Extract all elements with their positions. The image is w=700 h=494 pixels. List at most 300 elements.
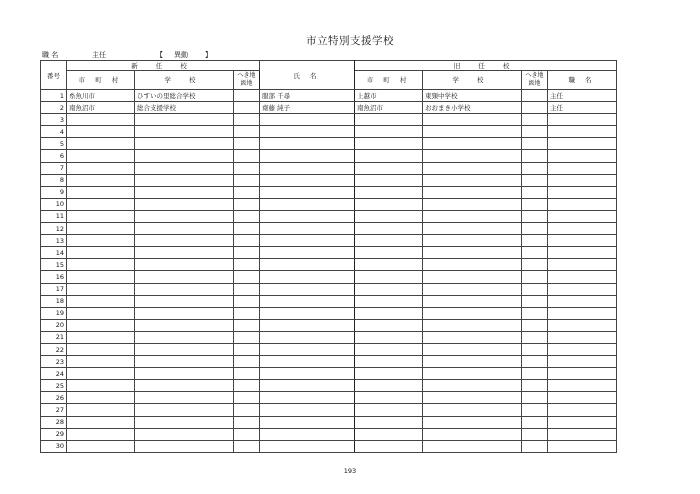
new-city-cell <box>67 186 135 198</box>
new-remote-cell <box>234 343 260 355</box>
old-city-cell <box>355 307 423 319</box>
old-school-cell <box>423 416 522 428</box>
new-city-cell: 糸魚川市 <box>67 90 135 102</box>
name-cell <box>260 138 355 150</box>
new-city-cell <box>67 404 135 416</box>
table-row <box>41 319 617 331</box>
name-cell <box>260 428 355 440</box>
new-remote-cell <box>234 174 260 186</box>
table-row <box>41 416 617 428</box>
row-number: 26 <box>41 392 67 404</box>
new-remote-cell <box>234 102 260 114</box>
old-remote-cell <box>522 198 548 210</box>
new-city-cell <box>67 271 135 283</box>
old-city-cell <box>355 319 423 331</box>
row-number: 4 <box>41 126 67 138</box>
header-old-position: 職 名 <box>548 71 617 90</box>
old-remote-cell <box>522 138 548 150</box>
old-position-cell <box>548 392 617 404</box>
old-remote-cell <box>522 247 548 259</box>
name-cell <box>260 404 355 416</box>
old-city-cell <box>355 186 423 198</box>
row-number: 21 <box>41 331 67 343</box>
new-school-cell <box>135 223 234 235</box>
old-school-cell <box>423 138 522 150</box>
new-city-cell <box>67 162 135 174</box>
new-school-cell <box>135 428 234 440</box>
new-school-cell <box>135 162 234 174</box>
new-school-cell <box>135 319 234 331</box>
old-remote-cell <box>522 283 548 295</box>
new-remote-cell <box>234 186 260 198</box>
old-school-cell <box>423 368 522 380</box>
new-remote-cell <box>234 307 260 319</box>
table-row <box>41 259 617 271</box>
old-school-cell <box>423 356 522 368</box>
old-position-cell <box>548 331 617 343</box>
old-remote-cell <box>522 271 548 283</box>
name-cell <box>260 114 355 126</box>
table-row <box>41 307 617 319</box>
table-row <box>41 210 617 222</box>
name-cell <box>260 198 355 210</box>
old-position-cell <box>548 138 617 150</box>
new-remote-cell <box>234 283 260 295</box>
old-school-cell <box>423 259 522 271</box>
new-remote-cell <box>234 428 260 440</box>
new-school-cell <box>135 235 234 247</box>
new-remote-cell <box>234 380 260 392</box>
page-number: 193 <box>343 467 357 475</box>
old-position-cell <box>548 162 617 174</box>
header-new-city: 市 町 村 <box>67 71 135 90</box>
old-position-cell <box>548 307 617 319</box>
new-city-cell <box>67 210 135 222</box>
old-school-cell <box>423 247 522 259</box>
header-old-remote-grade: へき地級地 <box>522 71 548 90</box>
new-school-cell <box>135 247 234 259</box>
old-position-cell <box>548 150 617 162</box>
new-city-cell <box>67 380 135 392</box>
old-position-cell <box>548 283 617 295</box>
new-school-cell <box>135 380 234 392</box>
new-city-cell <box>67 331 135 343</box>
old-remote-cell <box>522 162 548 174</box>
old-position-cell <box>548 198 617 210</box>
transfer-type: 異動 <box>174 51 188 59</box>
old-position-cell <box>548 114 617 126</box>
new-remote-cell <box>234 138 260 150</box>
row-number: 13 <box>41 235 67 247</box>
new-remote-cell <box>234 223 260 235</box>
new-school-cell <box>135 416 234 428</box>
old-city-cell <box>355 368 423 380</box>
old-remote-cell <box>522 343 548 355</box>
old-city-cell <box>355 174 423 186</box>
old-city-cell <box>355 343 423 355</box>
table-row <box>41 114 617 126</box>
header-name: 氏 名 <box>260 61 355 90</box>
name-cell <box>260 380 355 392</box>
new-school-cell <box>135 114 234 126</box>
header-new-remote-grade: へき地級地 <box>234 71 260 90</box>
new-city-cell <box>67 198 135 210</box>
old-city-cell <box>355 416 423 428</box>
old-school-cell <box>423 186 522 198</box>
old-city-cell <box>355 440 423 452</box>
old-position-cell <box>548 416 617 428</box>
old-remote-cell <box>522 174 548 186</box>
old-position-cell <box>548 247 617 259</box>
old-remote-cell <box>522 102 548 114</box>
old-school-cell <box>423 295 522 307</box>
new-city-cell <box>67 259 135 271</box>
old-position-cell: 主任 <box>548 102 617 114</box>
table-row <box>41 198 617 210</box>
old-remote-cell <box>522 380 548 392</box>
name-cell <box>260 392 355 404</box>
old-remote-cell <box>522 368 548 380</box>
old-school-cell <box>423 331 522 343</box>
new-school-cell: 総合支援学校 <box>135 102 234 114</box>
row-number: 28 <box>41 416 67 428</box>
row-number: 19 <box>41 307 67 319</box>
name-cell <box>260 343 355 355</box>
old-city-cell <box>355 295 423 307</box>
new-remote-cell <box>234 295 260 307</box>
old-remote-cell <box>522 126 548 138</box>
document-title: 市立特別支援学校 <box>306 35 394 47</box>
table-row <box>41 343 617 355</box>
name-cell <box>260 356 355 368</box>
new-school-cell <box>135 283 234 295</box>
old-remote-cell <box>522 114 548 126</box>
new-remote-cell <box>234 126 260 138</box>
old-remote-cell <box>522 259 548 271</box>
new-school-cell <box>135 343 234 355</box>
old-school-cell <box>423 150 522 162</box>
personnel-table <box>40 60 617 453</box>
old-remote-cell <box>522 404 548 416</box>
old-school-cell <box>423 198 522 210</box>
old-remote-cell <box>522 319 548 331</box>
new-remote-cell <box>234 319 260 331</box>
new-remote-cell <box>234 162 260 174</box>
new-school-cell <box>135 210 234 222</box>
old-school-cell <box>423 343 522 355</box>
table-row <box>41 162 617 174</box>
old-city-cell <box>355 392 423 404</box>
header-old-city: 市 町 村 <box>355 71 423 90</box>
old-remote-cell <box>522 90 548 102</box>
row-number: 30 <box>41 440 67 452</box>
table-row <box>41 331 617 343</box>
new-city-cell <box>67 392 135 404</box>
row-number: 5 <box>41 138 67 150</box>
new-school-cell <box>135 331 234 343</box>
old-position-cell <box>548 126 617 138</box>
old-school-cell <box>423 307 522 319</box>
row-number: 8 <box>41 174 67 186</box>
old-position-cell <box>548 174 617 186</box>
new-city-cell <box>67 126 135 138</box>
name-cell <box>260 210 355 222</box>
old-position-cell <box>548 295 617 307</box>
old-position-cell <box>548 343 617 355</box>
new-city-cell: 南魚沼市 <box>67 102 135 114</box>
old-school-cell <box>423 126 522 138</box>
new-remote-cell <box>234 259 260 271</box>
name-cell <box>260 283 355 295</box>
old-school-cell <box>423 319 522 331</box>
old-school-cell <box>423 174 522 186</box>
new-remote-cell <box>234 392 260 404</box>
old-city-cell <box>355 150 423 162</box>
table-row <box>41 380 617 392</box>
new-remote-cell <box>234 235 260 247</box>
table-row <box>41 271 617 283</box>
name-cell <box>260 235 355 247</box>
new-school-cell <box>135 174 234 186</box>
header-old-school: 学 校 <box>423 71 522 90</box>
position-label: 職 名 <box>42 51 59 59</box>
new-remote-cell <box>234 247 260 259</box>
table-row <box>41 174 617 186</box>
name-cell <box>260 150 355 162</box>
new-school-cell <box>135 186 234 198</box>
old-city-cell <box>355 162 423 174</box>
new-city-cell <box>67 307 135 319</box>
old-remote-cell <box>522 235 548 247</box>
new-remote-cell <box>234 150 260 162</box>
new-school-cell <box>135 259 234 271</box>
table-row <box>41 356 617 368</box>
new-city-cell <box>67 150 135 162</box>
new-city-cell <box>67 428 135 440</box>
table-body <box>41 90 617 453</box>
row-number: 27 <box>41 404 67 416</box>
new-school-cell: ひすいの里総合学校 <box>135 90 234 102</box>
new-school-cell <box>135 126 234 138</box>
old-city-cell <box>355 126 423 138</box>
row-number: 25 <box>41 380 67 392</box>
old-city-cell <box>355 210 423 222</box>
row-number: 11 <box>41 210 67 222</box>
old-city-cell <box>355 138 423 150</box>
new-school-cell <box>135 440 234 452</box>
old-position-cell <box>548 356 617 368</box>
header-number: 番号 <box>41 61 67 90</box>
old-remote-cell <box>522 150 548 162</box>
old-remote-cell <box>522 356 548 368</box>
row-number: 10 <box>41 198 67 210</box>
name-cell <box>260 307 355 319</box>
old-remote-cell <box>522 223 548 235</box>
table-row <box>41 150 617 162</box>
position-value: 主任 <box>92 51 106 59</box>
new-city-cell <box>67 319 135 331</box>
name-cell <box>260 162 355 174</box>
new-remote-cell <box>234 356 260 368</box>
old-city-cell <box>355 428 423 440</box>
header-new-school: 学 校 <box>135 71 234 90</box>
group-old-school: 旧 任 校 <box>355 61 617 71</box>
new-remote-cell <box>234 416 260 428</box>
row-number: 16 <box>41 271 67 283</box>
table-row <box>41 440 617 452</box>
row-number: 23 <box>41 356 67 368</box>
old-position-cell <box>548 186 617 198</box>
row-number: 1 <box>41 90 67 102</box>
new-school-cell <box>135 356 234 368</box>
new-school-cell <box>135 138 234 150</box>
row-number: 3 <box>41 114 67 126</box>
new-school-cell <box>135 392 234 404</box>
row-number: 2 <box>41 102 67 114</box>
new-city-cell <box>67 223 135 235</box>
new-remote-cell <box>234 198 260 210</box>
old-position-cell <box>548 319 617 331</box>
new-school-cell <box>135 295 234 307</box>
new-school-cell <box>135 307 234 319</box>
old-school-cell <box>423 114 522 126</box>
table-row <box>41 223 617 235</box>
name-cell <box>260 271 355 283</box>
name-cell: 齋藤 純子 <box>260 102 355 114</box>
old-school-cell <box>423 162 522 174</box>
new-city-cell <box>67 440 135 452</box>
name-cell <box>260 416 355 428</box>
old-remote-cell <box>522 428 548 440</box>
name-cell <box>260 259 355 271</box>
new-school-cell <box>135 150 234 162</box>
new-school-cell <box>135 271 234 283</box>
old-school-cell: 東頸中学校 <box>423 90 522 102</box>
table-row <box>41 283 617 295</box>
old-remote-cell <box>522 440 548 452</box>
row-number: 12 <box>41 223 67 235</box>
new-city-cell <box>67 235 135 247</box>
new-remote-cell <box>234 114 260 126</box>
old-school-cell <box>423 283 522 295</box>
new-remote-cell <box>234 210 260 222</box>
old-position-cell <box>548 368 617 380</box>
old-city-cell <box>355 356 423 368</box>
new-remote-cell <box>234 404 260 416</box>
table-row <box>41 404 617 416</box>
old-school-cell <box>423 235 522 247</box>
new-school-cell <box>135 198 234 210</box>
name-cell <box>260 174 355 186</box>
table-row <box>41 90 617 102</box>
new-school-cell <box>135 404 234 416</box>
row-number: 22 <box>41 343 67 355</box>
old-school-cell <box>423 380 522 392</box>
table-row <box>41 368 617 380</box>
row-number: 6 <box>41 150 67 162</box>
old-position-cell <box>548 235 617 247</box>
old-remote-cell <box>522 416 548 428</box>
name-cell <box>260 186 355 198</box>
old-city-cell <box>355 247 423 259</box>
row-number: 9 <box>41 186 67 198</box>
old-position-cell <box>548 210 617 222</box>
old-position-cell <box>548 380 617 392</box>
old-remote-cell <box>522 331 548 343</box>
table-row <box>41 247 617 259</box>
old-position-cell <box>548 259 617 271</box>
row-number: 14 <box>41 247 67 259</box>
old-school-cell <box>423 210 522 222</box>
table-row <box>41 392 617 404</box>
new-city-cell <box>67 247 135 259</box>
name-cell <box>260 126 355 138</box>
old-city-cell <box>355 283 423 295</box>
new-city-cell <box>67 356 135 368</box>
old-position-cell <box>548 404 617 416</box>
new-city-cell <box>67 295 135 307</box>
old-position-cell <box>548 223 617 235</box>
name-cell <box>260 295 355 307</box>
table-row <box>41 186 617 198</box>
new-remote-cell <box>234 271 260 283</box>
old-remote-cell <box>522 210 548 222</box>
old-position-cell <box>548 440 617 452</box>
old-position-cell <box>548 271 617 283</box>
new-city-cell <box>67 343 135 355</box>
new-remote-cell <box>234 90 260 102</box>
old-position-cell <box>548 428 617 440</box>
old-school-cell <box>423 392 522 404</box>
old-city-cell <box>355 331 423 343</box>
old-school-cell <box>423 440 522 452</box>
name-cell <box>260 223 355 235</box>
type-bracket-open: 【 <box>156 51 163 59</box>
new-school-cell <box>135 368 234 380</box>
old-city-cell <box>355 380 423 392</box>
old-school-cell <box>423 223 522 235</box>
row-number: 20 <box>41 319 67 331</box>
new-remote-cell <box>234 440 260 452</box>
old-city-cell <box>355 271 423 283</box>
name-cell <box>260 368 355 380</box>
old-school-cell <box>423 428 522 440</box>
old-city-cell <box>355 404 423 416</box>
table-row <box>41 138 617 150</box>
table-row <box>41 295 617 307</box>
new-remote-cell <box>234 368 260 380</box>
name-cell: 服部 千尋 <box>260 90 355 102</box>
table-row <box>41 428 617 440</box>
new-city-cell <box>67 138 135 150</box>
old-position-cell: 主任 <box>548 90 617 102</box>
row-number: 17 <box>41 283 67 295</box>
old-remote-cell <box>522 392 548 404</box>
name-cell <box>260 440 355 452</box>
old-city-cell <box>355 198 423 210</box>
old-city-cell <box>355 259 423 271</box>
row-number: 7 <box>41 162 67 174</box>
new-remote-cell <box>234 331 260 343</box>
old-remote-cell <box>522 307 548 319</box>
old-city-cell: 上越市 <box>355 90 423 102</box>
name-cell <box>260 247 355 259</box>
old-city-cell <box>355 114 423 126</box>
old-remote-cell <box>522 186 548 198</box>
row-number: 18 <box>41 295 67 307</box>
type-bracket-close: 】 <box>205 51 212 59</box>
table-row <box>41 102 617 114</box>
